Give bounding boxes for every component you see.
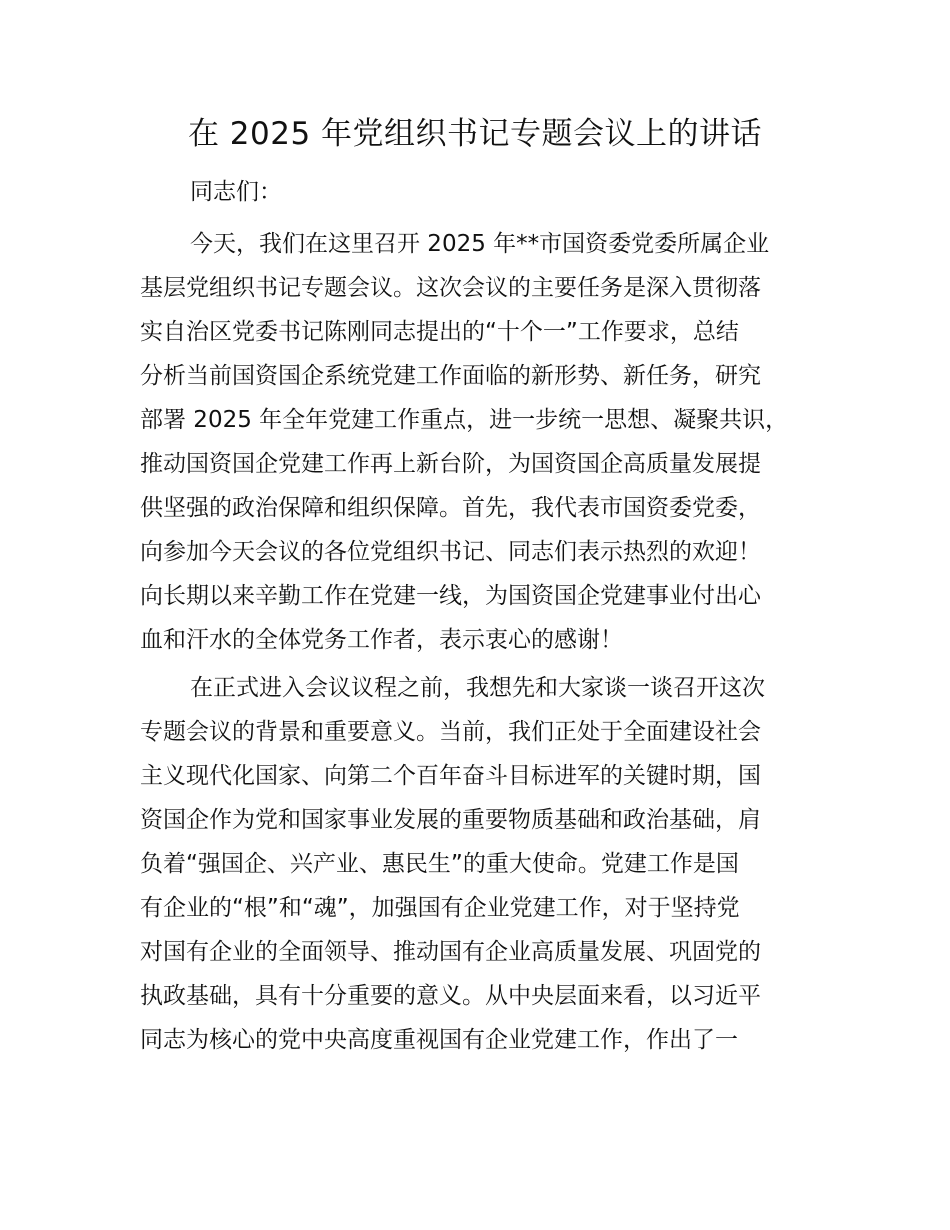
paragraph-line: 有企业的“根”和“魂”，加强国有企业党建工作，对于坚持党 <box>140 895 740 921</box>
salutation: 同志们： <box>190 179 282 205</box>
paragraph-line: 供坚强的政治保障和组织保障。首先，我代表市国资委党委， <box>140 495 761 521</box>
paragraph-line: 执政基础，具有十分重要的意义。从中央层面来看，以习近平 <box>140 983 761 1009</box>
paragraph-line: 部署 2025 年全年党建工作重点，进一步统一思想、凝聚共识， <box>140 407 789 433</box>
paragraph-line: 负着“强国企、兴产业、惠民生”的重大使命。党建工作是国 <box>140 851 739 877</box>
paragraph-line: 对国有企业的全面领导、推动国有企业高质量发展、巩固党的 <box>140 939 761 965</box>
paragraph-line: 分析当前国资国企系统党建工作面临的新形势、新任务，研究 <box>140 363 761 389</box>
paragraph-line: 资国企作为党和国家事业发展的重要物质基础和政治基础，肩 <box>140 807 761 833</box>
document-title: 在 2025 年党组织书记专题会议上的讲话 <box>187 116 763 152</box>
paragraph-line: 向参加今天会议的各位党组织书记、同志们表示热烈的欢迎！ <box>140 539 761 565</box>
paragraph-line: 向长期以来辛勤工作在党建一线，为国资国企党建事业付出心 <box>140 583 761 609</box>
paragraph-line: 在正式进入会议议程之前，我想先和大家谈一谈召开这次 <box>190 675 765 701</box>
paragraph-line: 主义现代化国家、向第二个百年奋斗目标进军的关键时期，国 <box>140 763 761 789</box>
paragraph-line: 基层党组织书记专题会议。这次会议的主要任务是深入贯彻落 <box>140 275 761 301</box>
paragraph-line: 今天，我们在这里召开 2025 年**市国资委党委所属企业 <box>190 231 770 257</box>
paragraph-line: 实自治区党委书记陈刚同志提出的“十个一”工作要求，总结 <box>140 319 739 345</box>
paragraph-line: 专题会议的背景和重要意义。当前，我们正处于全面建设社会 <box>140 719 761 745</box>
paragraph-line: 同志为核心的党中央高度重视国有企业党建工作，作出了一 <box>140 1027 738 1053</box>
paragraph-line: 推动国资国企党建工作再上新台阶，为国资国企高质量发展提 <box>140 451 761 477</box>
paragraph-line: 血和汗水的全体党务工作者，表示衷心的感谢！ <box>140 627 623 653</box>
